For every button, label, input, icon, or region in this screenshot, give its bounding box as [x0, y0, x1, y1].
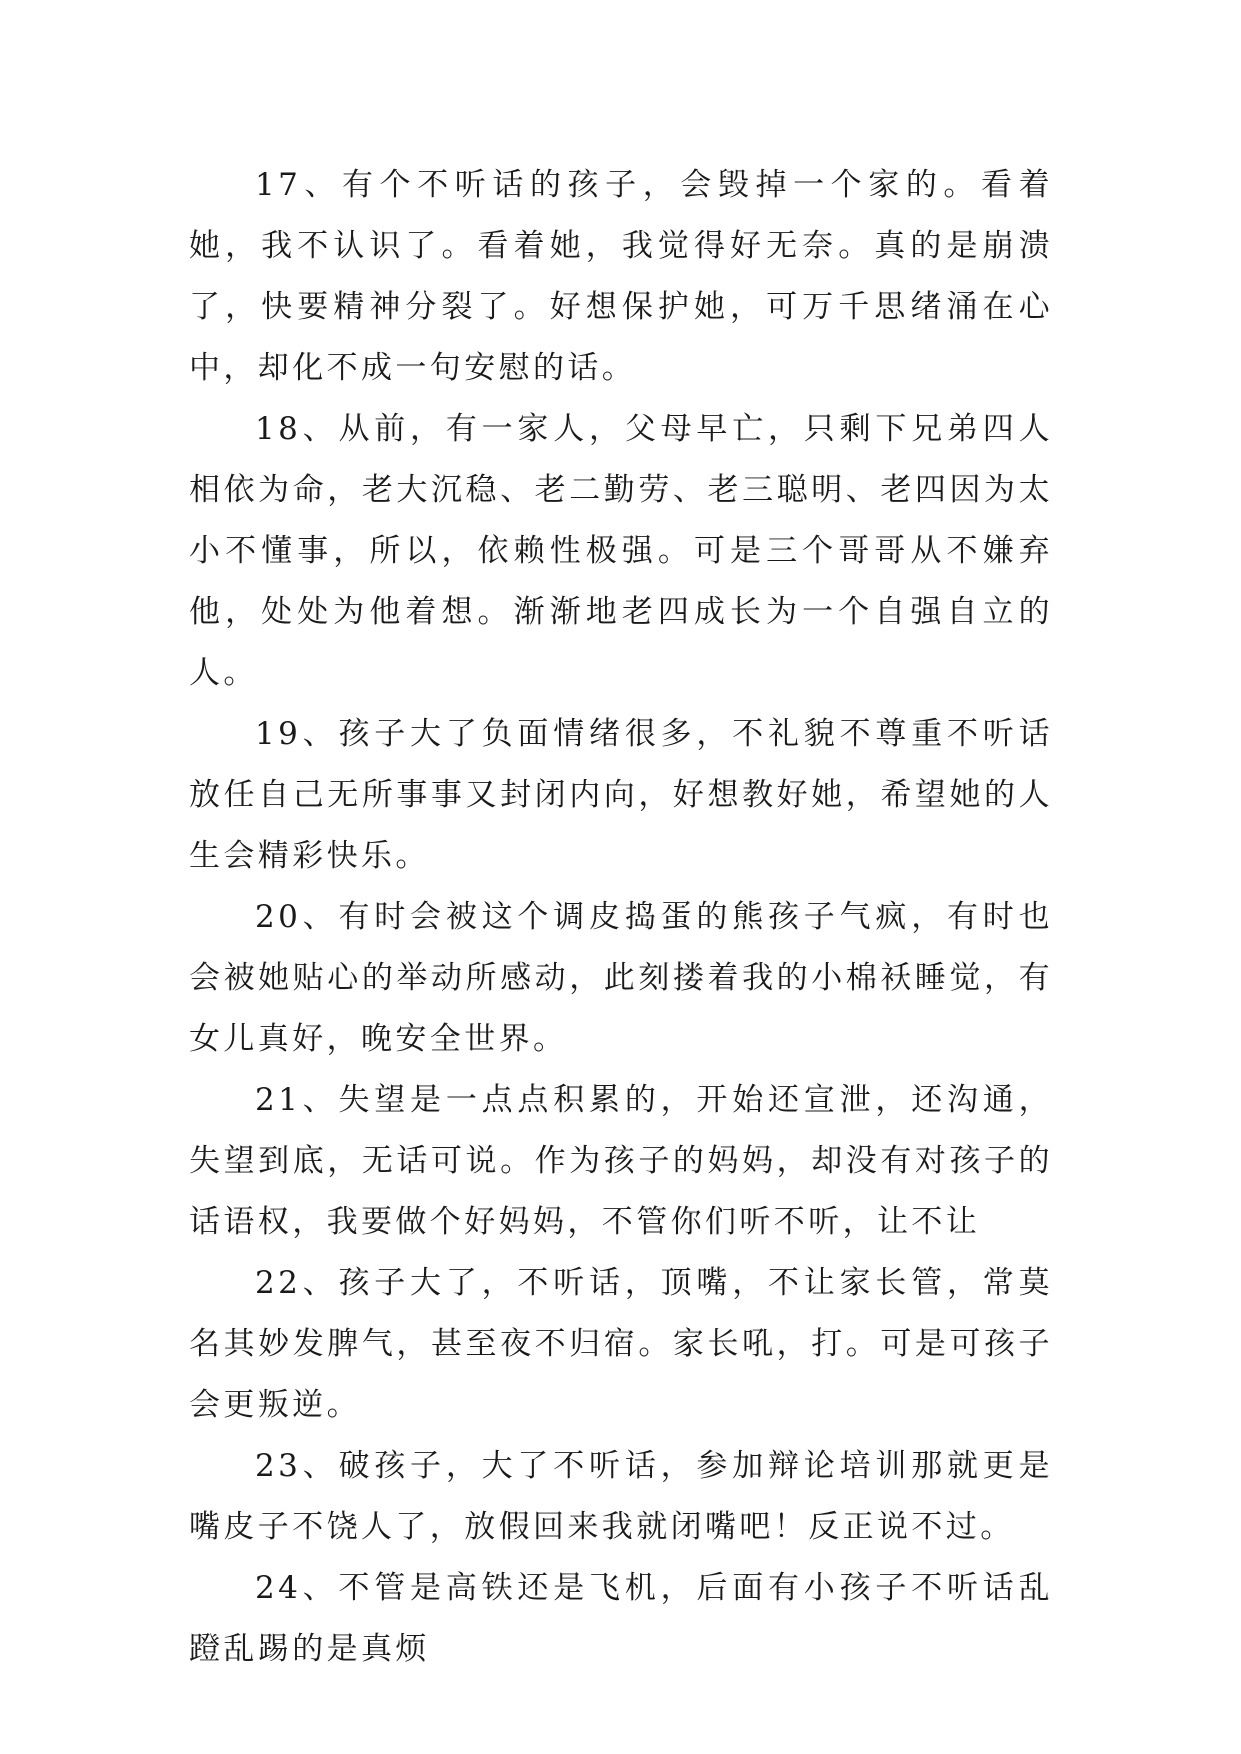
document-body: [189, 155, 1053, 1680]
paragraph-19: 19、孩子大了负面情绪很多，不礼貌不尊重不听话放任自己无所事事又封闭内向，好想教好她，希望她的人生会精彩快乐。: [189, 716, 1053, 874]
paragraph-18: 18、从前，有一家人，父母早亡，只剩下兄弟四人相依为命，老大沉稳、老二勤劳、老三聪明、老四因为太小不懂事，所以，依赖性极强。可是三个哥哥从不嫌弃他，处处为他着想。渐渐地老四成长为一个自强自立的人。: [189, 411, 1053, 691]
paragraph-21: 21、失望是一点点积累的，开始还宣泄，还沟通，失望到底，无话可说。作为孩子的妈妈，却没有对孩子的话语权，我要做个好妈妈，不管你们听不听，让不让: [189, 1082, 1053, 1240]
paragraph-23: 23、破孩子，大了不听话，参加辩论培训那就更是嘴皮子不饶人了，放假回来我就闭嘴吧！反正说不过。: [189, 1448, 1053, 1545]
paragraph-22: 22、孩子大了，不听话，顶嘴，不让家长管，常莫名其妙发脾气，甚至夜不归宿。家长吼，打。可是可孩子会更叛逆。: [189, 1265, 1053, 1423]
paragraph-20: 20、有时会被这个调皮捣蛋的熊孩子气疯，有时也会被她贴心的举动所感动，此刻搂着我的小棉袄睡觉，有女儿真好，晚安全世界。: [189, 899, 1053, 1057]
paragraph-17: 17、有个不听话的孩子，会毁掉一个家的。看着她，我不认识了。看着她，我觉得好无奈。真的是崩溃了，快要精神分裂了。好想保护她，可万千思绪涌在心中，却化不成一句安慰的话。: [189, 167, 1053, 386]
paragraph-24: 24、不管是高铁还是飞机，后面有小孩子不听话乱蹬乱踢的是真烦: [189, 1570, 1053, 1667]
